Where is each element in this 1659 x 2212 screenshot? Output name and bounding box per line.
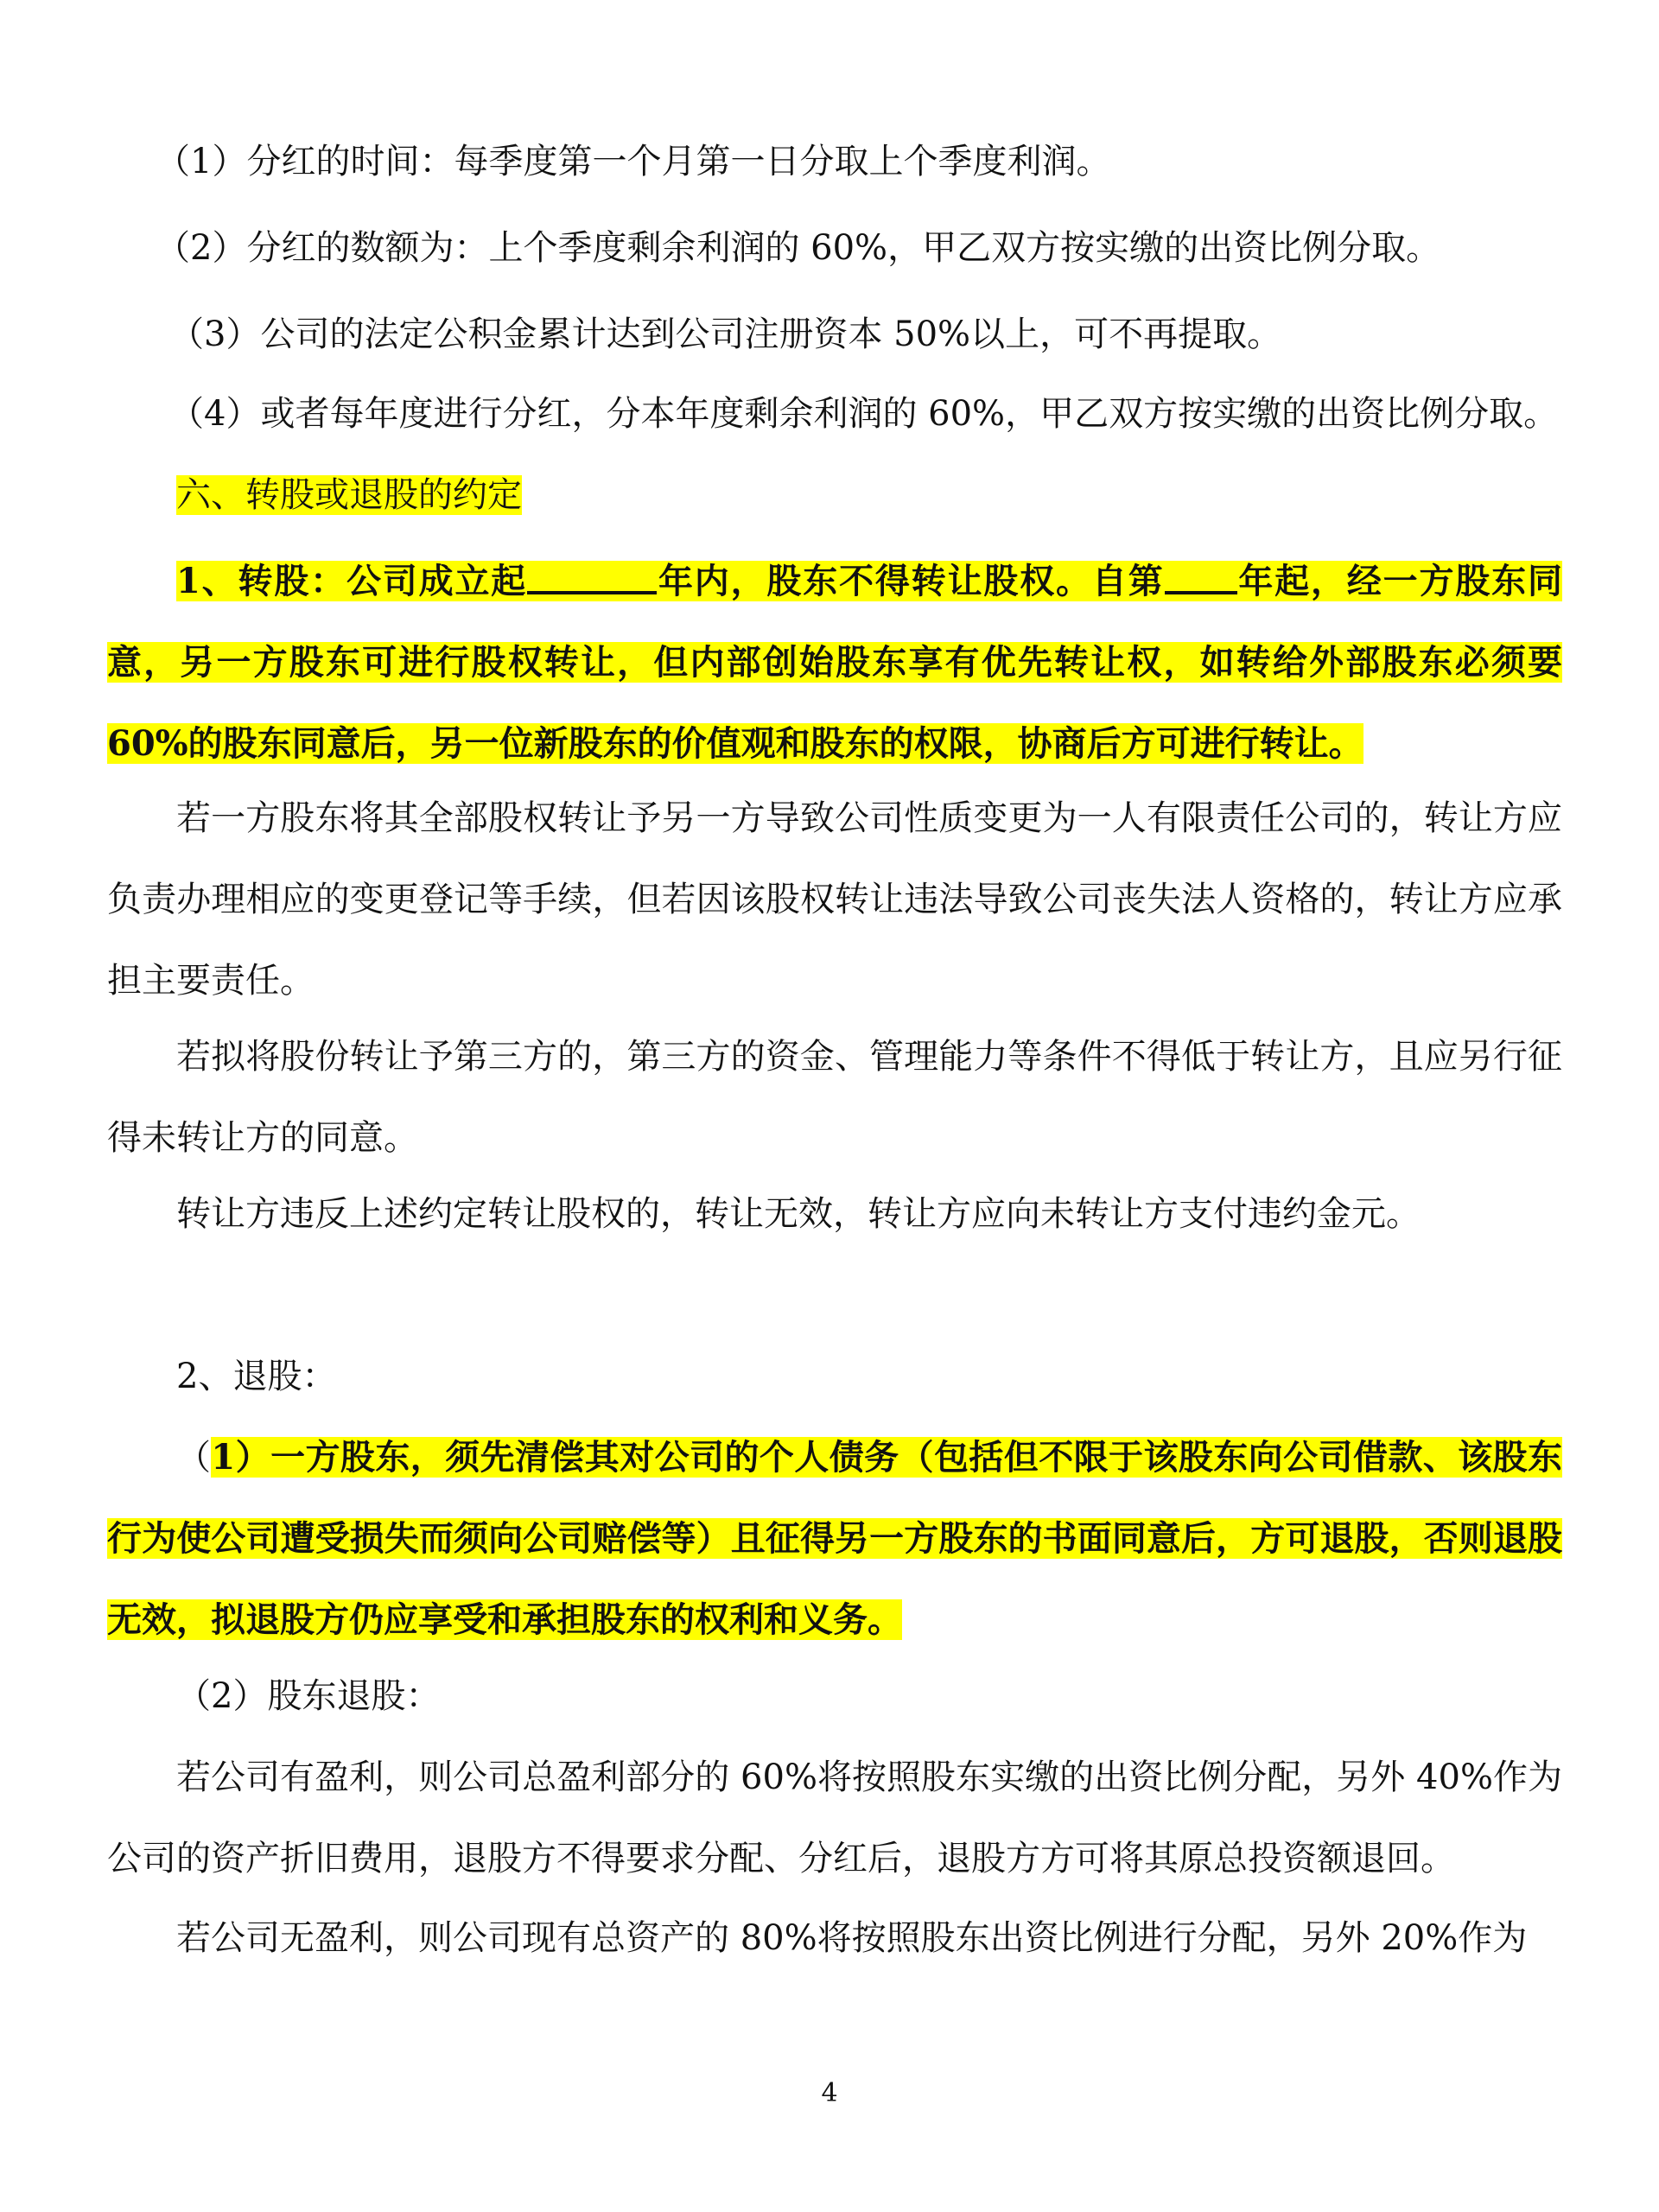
section-heading-text: 六、转股或退股的约定 [176,475,522,515]
dividend-item-1: （1）分红的时间：每季度第一个月第一日分取上个季度利润。 [156,142,1111,181]
withdraw-heading: 2、退股： [176,1357,337,1396]
year-blank-2 [1165,562,1237,594]
dividend-item-3: （3）公司的法定公积金累计达到公司注册资本 50%以上，可不再提取。 [169,315,1282,354]
paragraph-no-profit: 若公司无盈利，则公司现有总资产的 80%将按照股东出资比例进行分配，另外 20%作为 [176,1918,1528,1958]
withdraw-clause-open-paren: （ [176,1438,212,1478]
paragraph-third-party: 若拟将股份转让予第三方的，第三方的资金、管理能力等条件不得低于转让方，且应另行征得未转让方的同意。 [107,1037,1562,1158]
transfer-clause-part2: 年内，股东不得转让股权。自第 [657,561,1165,601]
transfer-clause [107,541,1562,785]
transfer-clause-part3: 年起，经一方股东同意，另一方股东可进行股权转让，但内部创始股东享有优先转让权，如转给外部股东必须要 60%的股东同意后，另一位新股东的价值观和股东的权限，协商后方可进行转让。 [107,561,1562,764]
section-heading [176,454,1631,536]
dividend-item-4: （4）或者每年度进行分红，分本年度剩余利润的 60%，甲乙双方按实缴的出资比例分取。 [169,394,1559,434]
withdraw-clause-text: 1）一方股东，须先清偿其对公司的个人债务（包括但不限于该股东向公司借款、该股东行为使公司遭受损失而须向公司赔偿等）且征得另一方股东的书面同意后，方可退股，否则退股无效，拟退股方仍应享受和承担股东的权利和义务。 [107,1437,1562,1640]
dividend-item-2: （2）分红的数额为：上个季度剩余利润的 60%，甲乙双方按实缴的出资比例分取。 [156,228,1441,268]
year-blank-1 [527,562,657,594]
transfer-clause-part1: 1、转股：公司成立起 [176,561,528,601]
withdraw-heading-2: （2）股东退股： [176,1676,441,1716]
paragraph-breach: 转让方违反上述约定转让股权的，转让无效，转让方应向未转让方支付违约金元。 [176,1194,1421,1234]
withdraw-clause-1 [107,1417,1562,1661]
page-number: 4 [821,2078,838,2108]
paragraph-profit: 若公司有盈利，则公司总盈利部分的 60%将按照股东实缴的出资比例分配，另外 40%作为公司的资产折旧费用，退股方不得要求分配、分红后，退股方方可将其原总投资额退回。 [107,1758,1562,1878]
paragraph-sole-shareholder: 若一方股东将其全部股权转让予另一方导致公司性质变更为一人有限责任公司的，转让方应负责办理相应的变更登记等手续，但若因该股权转让违法导致公司丧失法人资格的，转让方应承担主要责任。 [107,798,1562,1001]
